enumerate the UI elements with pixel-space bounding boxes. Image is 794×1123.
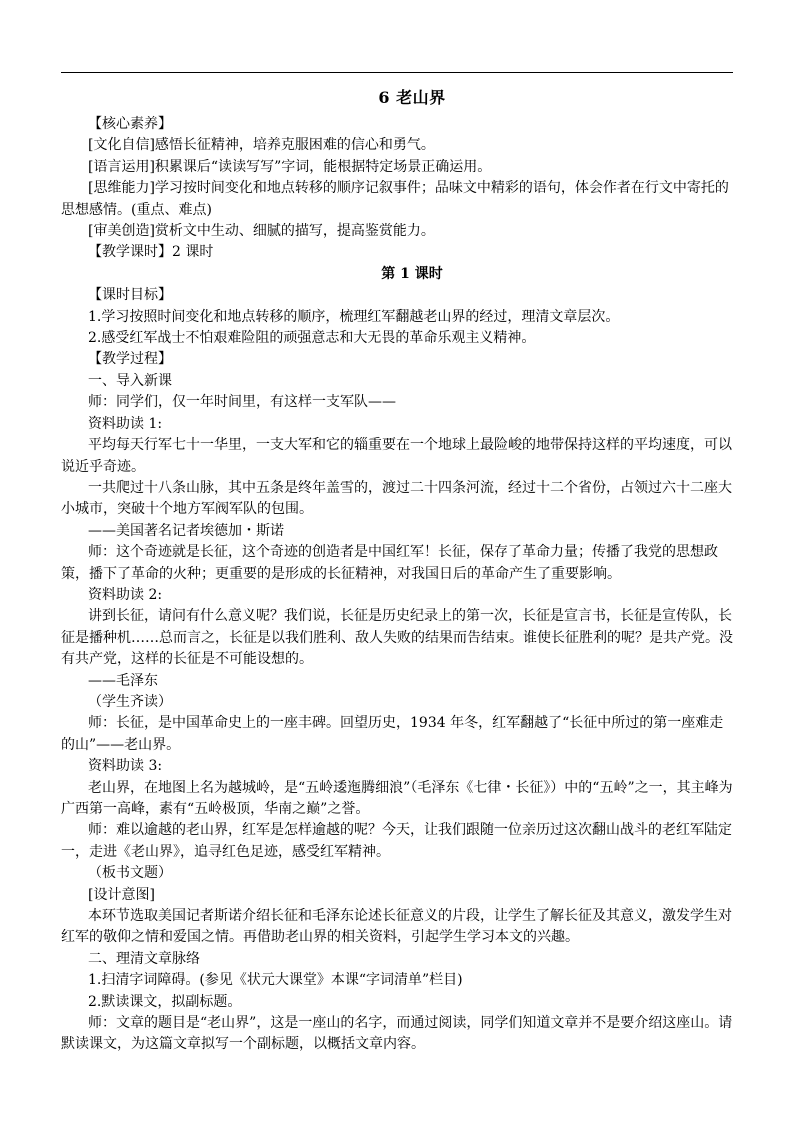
teacher-paragraph: 师：文章的题目是“老山界”，这是一座山的名字，而通过阅读，同学们知道文章并不是要介绍这座山。请默读课文，为这篇文章拟写一个副标题，以概括文章内容。 bbox=[61, 1015, 733, 1053]
goal-item: 2.感受红军战士不怕艰难险阻的顽强意志和大无畏的革命乐观主义精神。 bbox=[88, 330, 536, 347]
design-intent-paragraph: 本环节选取美国记者斯诺介绍长征和毛泽东论述长征意义的片段，让学生了解长征及其意义，激发学生对红军的敬仰之情和爱国之情。再借助老山界的相关资料，引起学生学习本文的兴趣。 bbox=[61, 908, 732, 946]
reference-paragraph: 一共爬过十八条山脉，其中五条是终年盖雪的，渡过二十四条河流，经过十二个省份，占领过六十二座大小城市，突破十个地方军阀军队的包围。 bbox=[61, 479, 732, 518]
teacher-line: 师：同学们，仅一年时间里，有这样一支军队—— bbox=[88, 394, 396, 411]
page-title: 6 老山界 bbox=[378, 88, 446, 107]
core-item-language: [语言运用]积累课后“读读写写”字词，能根据特定场景正确运用。 bbox=[88, 158, 492, 175]
attribution: ——毛泽东 bbox=[88, 672, 158, 689]
reference-paragraph: 讲到长征，请问有什么意义呢？我们说，长征是历史纪录上的第一次，长征是宣言书，长征是宣传队，长征是播种机……总而言之，长征是以我们胜利、敌人失败的结果而告结束。谁使长征胜利的呢？是共产党。没有共产党，这样的长征是不可能设想的。 bbox=[61, 608, 733, 668]
stage-note: （学生齐读） bbox=[88, 693, 172, 710]
stage-note: （板书文题） bbox=[88, 865, 172, 882]
goals-heading: 【课时目标】 bbox=[88, 287, 172, 304]
reference-label: 资料助读 3: bbox=[88, 758, 163, 775]
reference-paragraph: 老山界，在地图上名为越城岭，是“五岭逶迤腾细浪”（毛泽东《七律・长征》）中的“五岭”之一，其主峰为广西第一高峰，素有“五岭极顶，华南之巅”之誉。 bbox=[61, 779, 733, 817]
process-heading: 【教学过程】 bbox=[88, 351, 172, 368]
goal-item: 1.学习按照时间变化和地点转移的顺序，梳理红军翻越老山界的经过，理清文章层次。 bbox=[88, 308, 620, 325]
core-item-culture: [文化自信]感悟长征精神，培养克服困难的信心和勇气。 bbox=[88, 137, 435, 154]
reference-label: 资料助读 1: bbox=[88, 415, 163, 432]
reference-label: 资料助读 2: bbox=[88, 586, 163, 603]
step-item: 2.默读课文，拟副标题。 bbox=[88, 993, 242, 1010]
teacher-paragraph: 师：难以逾越的老山界，红军是怎样逾越的呢？今天，让我们跟随一位亲历过这次翻山战斗的老红军陆定一，走进《老山界》，追寻红色足迹，感受红军精神。 bbox=[61, 822, 732, 860]
step-item: 1.扫清字词障碍。(参见《状元大课堂》本课“字词清单”栏目) bbox=[88, 972, 463, 989]
design-intent-label: [设计意图] bbox=[88, 886, 155, 903]
teacher-paragraph: 师：这个奇迹就是长征，这个奇迹的创造者是中国红军！长征，保存了革命力量；传播了我党的思想政策，播下了革命的火种；更重要的是形成的长征精神，对我国日后的革命产生了重要影响。 bbox=[61, 544, 718, 582]
attribution: ——美国著名记者埃德加・斯诺 bbox=[88, 522, 284, 539]
core-heading: 【核心素养】 bbox=[88, 116, 172, 132]
part-heading-structure: 二、理清文章脉络 bbox=[88, 950, 200, 967]
document-body bbox=[61, 84, 736, 1056]
part-heading-intro: 一、导入新课 bbox=[88, 372, 172, 389]
lesson-title: 第 1 课时 bbox=[381, 265, 443, 282]
core-item-thinking: [思维能力]学习按时间变化和地点转移的顺序记叙事件；品味文中精彩的语句，体会作者在行文中寄托的思想感情。(重点、难点) bbox=[61, 180, 729, 218]
class-hours: 【教学课时】2 课时 bbox=[88, 244, 214, 261]
teacher-paragraph: 师：长征，是中国革命史上的一座丰碑。回望历史，1934 年冬，红军翻越了“长征中所过的第一座难走的山”——老山界。 bbox=[61, 715, 724, 753]
reference-paragraph: 平均每天行军七十一华里，一支大军和它的辎重要在一个地球上最险峻的地带保持这样的平均速度，可以说近乎奇迹。 bbox=[61, 437, 732, 475]
header-rule bbox=[61, 72, 733, 73]
core-item-aesthetic: [审美创造]赏析文中生动、细腻的描写，提高鉴赏能力。 bbox=[88, 223, 435, 240]
